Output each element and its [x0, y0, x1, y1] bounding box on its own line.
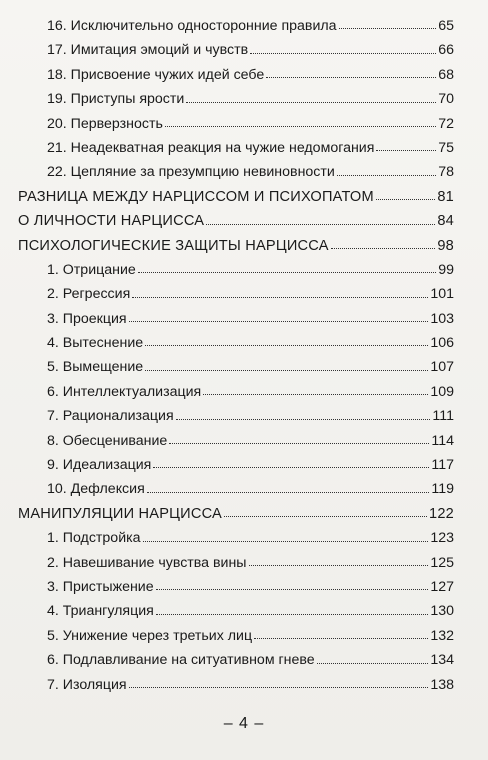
- toc-entry-row: [0, 575, 488, 599]
- toc-entry-page: 107: [430, 359, 454, 376]
- dot-leader: [153, 466, 429, 468]
- toc-entry-row: [0, 307, 488, 331]
- toc-entry-page: 66: [438, 42, 454, 59]
- toc-entry-row: [0, 380, 488, 404]
- toc-entry-title: 4. Вытеснение: [47, 335, 144, 352]
- dot-leader: [147, 491, 430, 493]
- toc-section-row: [0, 209, 488, 233]
- dot-leader: [165, 125, 436, 127]
- table-of-contents: [0, 14, 488, 697]
- toc-entry-page: 109: [430, 383, 454, 400]
- toc-entry-page: 78: [438, 164, 454, 181]
- dot-leader: [129, 686, 429, 688]
- toc-entry-page: 132: [430, 627, 454, 644]
- dot-leader: [156, 588, 429, 590]
- toc-entry-row: [0, 404, 488, 428]
- toc-entry-page: 123: [430, 530, 454, 547]
- toc-entry-row: [0, 38, 488, 62]
- toc-entry-row: [0, 14, 488, 38]
- toc-entry-page: 130: [430, 603, 454, 620]
- dot-leader: [145, 344, 428, 346]
- toc-entry-title: 22. Цепляние за презумпцию невиновности: [47, 164, 335, 181]
- dot-leader: [206, 223, 435, 225]
- toc-entry-title: 4. Триангуляция: [47, 603, 154, 620]
- toc-entry-title: РАЗНИЦА МЕЖДУ НАРЦИССОМ И ПСИХОПАТОМ: [18, 188, 374, 205]
- toc-entry-row: [0, 429, 488, 453]
- toc-entry-title: ПСИХОЛОГИЧЕСКИЕ ЗАЩИТЫ НАРЦИССА: [18, 237, 329, 254]
- dot-leader: [138, 271, 436, 273]
- toc-entry-title: О ЛИЧНОСТИ НАРЦИССА: [18, 213, 205, 230]
- toc-entry-page: 117: [431, 457, 454, 474]
- toc-entry-row: [0, 599, 488, 623]
- toc-entry-title: 7. Рационализация: [47, 408, 174, 425]
- toc-entry-row: [0, 551, 488, 575]
- toc-entry-page: 98: [437, 237, 454, 254]
- toc-entry-title: 21. Неадекватная реакция на чужие недомогания: [47, 139, 375, 156]
- toc-entry-page: 81: [437, 188, 454, 205]
- dot-leader: [143, 540, 429, 542]
- toc-entry-title: 5. Унижение через третьих лиц: [47, 627, 253, 644]
- toc-entry-page: 84: [437, 213, 454, 230]
- toc-entry-title: 5. Вымещение: [47, 359, 144, 376]
- toc-entry-title: 1. Отрицание: [47, 261, 136, 278]
- dot-leader: [249, 564, 429, 566]
- toc-section-row: [0, 502, 488, 526]
- toc-entry-row: [0, 453, 488, 477]
- toc-entry-row: [0, 624, 488, 648]
- toc-entry-page: 101: [430, 286, 454, 303]
- toc-entry-page: 127: [430, 578, 454, 595]
- toc-entry-row: [0, 526, 488, 550]
- dot-leader: [129, 320, 429, 322]
- dot-leader: [169, 442, 429, 444]
- toc-entry-page: 111: [432, 408, 454, 425]
- toc-entry-page: 70: [438, 91, 454, 108]
- dot-leader: [224, 515, 427, 517]
- toc-entry-title: 1. Подстройка: [47, 530, 141, 547]
- dot-leader: [376, 149, 436, 151]
- toc-entry-page: 125: [430, 554, 454, 571]
- dot-leader: [317, 662, 429, 664]
- toc-entry-title: 19. Приступы ярости: [47, 91, 185, 108]
- toc-entry-row: [0, 331, 488, 355]
- dot-leader: [337, 174, 436, 176]
- toc-entry-row: [0, 160, 488, 184]
- toc-entry-title: 10. Дефлексия: [47, 481, 145, 498]
- toc-entry-row: [0, 477, 488, 501]
- dot-leader: [156, 613, 428, 615]
- toc-entry-title: 8. Обесценивание: [47, 432, 168, 449]
- toc-entry-row: [0, 136, 488, 160]
- toc-entry-title: 7. Изоляция: [47, 676, 127, 693]
- toc-entry-title: 17. Имитация эмоций и чувств: [47, 42, 249, 59]
- toc-entry-title: 2. Регрессия: [47, 286, 131, 303]
- toc-entry-page: 99: [438, 261, 454, 278]
- toc-entry-page: 103: [430, 310, 454, 327]
- toc-entry-title: 3. Проекция: [47, 310, 127, 327]
- toc-entry-page: 122: [429, 505, 454, 522]
- toc-entry-row: [0, 258, 488, 282]
- dot-leader: [176, 418, 431, 420]
- dot-leader: [203, 393, 428, 395]
- toc-entry-row: [0, 87, 488, 111]
- toc-entry-title: МАНИПУЛЯЦИИ НАРЦИССА: [18, 505, 222, 522]
- toc-entry-row: [0, 355, 488, 379]
- toc-entry-title: 6. Подлавливание на ситуативном гневе: [47, 652, 315, 669]
- toc-entry-row: [0, 112, 488, 136]
- toc-section-row: [0, 234, 488, 258]
- toc-entry-page: 75: [438, 139, 454, 156]
- toc-entry-title: 2. Навешивание чувства вины: [47, 554, 247, 571]
- toc-section-row: [0, 185, 488, 209]
- toc-entry-row: [0, 282, 488, 306]
- toc-entry-page: 119: [431, 481, 454, 498]
- dot-leader: [145, 369, 428, 371]
- dot-leader: [254, 637, 428, 639]
- toc-entry-title: 18. Присвоение чужих идей себе: [47, 66, 265, 83]
- toc-entry-page: 106: [430, 335, 454, 352]
- toc-entry-page: 138: [430, 676, 454, 693]
- toc-entry-page: 114: [431, 432, 454, 449]
- toc-entry-title: 9. Идеализация: [47, 457, 152, 474]
- toc-entry-page: 65: [438, 18, 454, 34]
- toc-entry-row: [0, 648, 488, 672]
- toc-entry-page: 68: [438, 66, 454, 83]
- dot-leader: [132, 296, 428, 298]
- toc-entry-page: 134: [430, 652, 454, 669]
- dot-leader: [376, 198, 436, 200]
- toc-entry-row: [0, 63, 488, 87]
- page-number: – 4 –: [223, 715, 265, 732]
- dot-leader: [266, 76, 436, 78]
- toc-entry-title: 16. Исключительно односторонние правила: [47, 18, 337, 34]
- toc-entry-title: 6. Интеллектуализация: [47, 383, 202, 400]
- toc-entry-row: [0, 673, 488, 697]
- toc-entry-title: 20. Перверзность: [47, 115, 163, 132]
- dot-leader: [186, 101, 436, 103]
- dot-leader: [339, 27, 437, 29]
- toc-entry-title: 3. Пристыжение: [47, 578, 154, 595]
- dot-leader: [250, 52, 436, 54]
- toc-entry-page: 72: [438, 115, 454, 132]
- dot-leader: [331, 247, 436, 249]
